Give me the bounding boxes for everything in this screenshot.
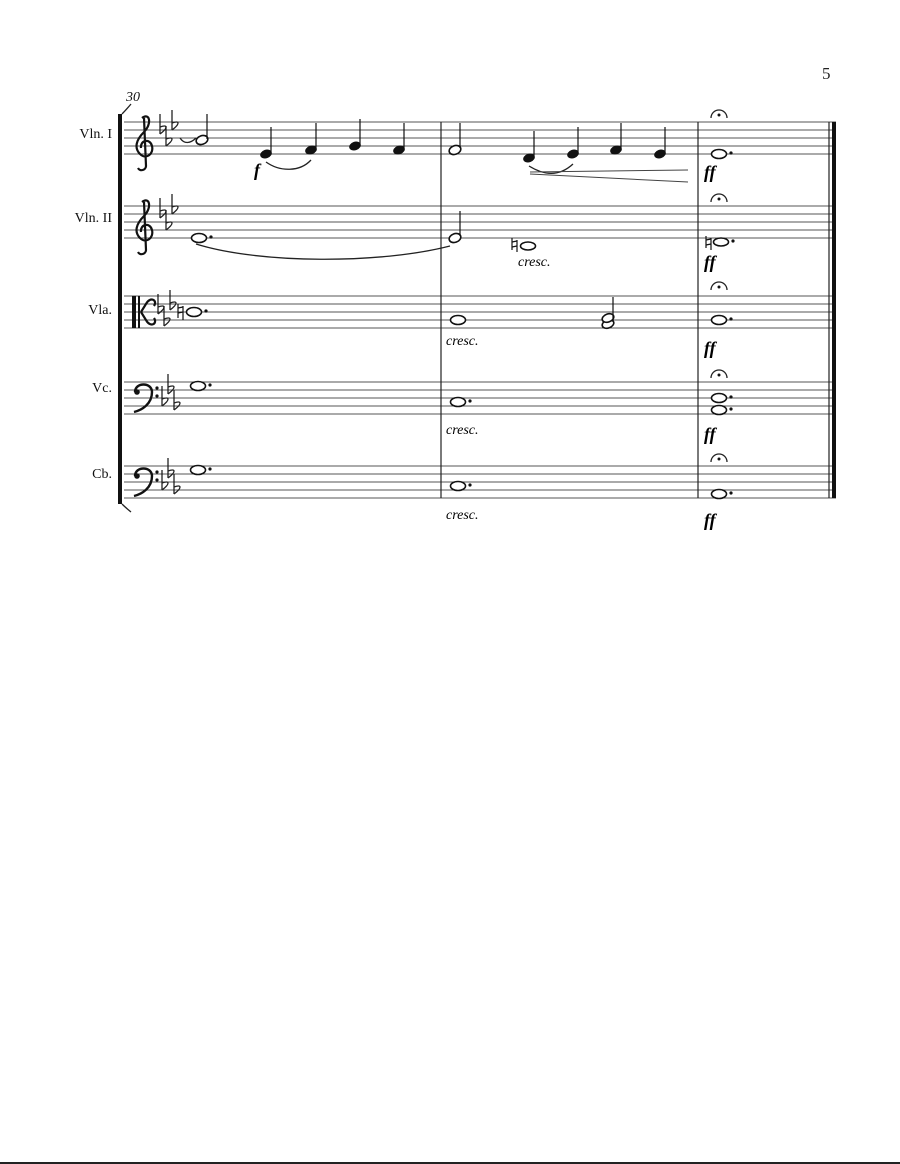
key-signature-viola (158, 290, 176, 326)
dynamic-fortissimo-violin-2: ff (704, 252, 716, 272)
flat-icon (170, 290, 176, 310)
dynamic-fortissimo-violin-1: ff (704, 162, 716, 182)
key-signature-cello (162, 374, 180, 410)
dynamic-forte: f (254, 160, 260, 180)
dynamic-fortissimo-viola: ff (704, 338, 716, 358)
cresc-contrabass: cresc. (446, 508, 479, 523)
flat-icon (160, 198, 166, 218)
crescendo-hairpin (530, 170, 688, 182)
flat-icon (160, 114, 166, 134)
violin-1-notes (180, 114, 733, 182)
viola-notes (178, 297, 733, 330)
fermata-icon (711, 110, 727, 118)
cresc-cello: cresc. (446, 423, 479, 438)
key-signature-violin-2 (160, 194, 178, 230)
fermata-icon (711, 370, 727, 378)
flat-icon (168, 374, 174, 394)
flat-icon (166, 126, 172, 146)
flat-icon (172, 110, 178, 130)
flat-icon (162, 470, 168, 490)
treble-clef-icon (137, 116, 153, 170)
dynamic-fortissimo-contrabass: ff (704, 510, 716, 530)
instrument-label-cello: Vc. (92, 381, 112, 396)
fermata-icon (711, 194, 727, 202)
key-signature-contrabass (162, 458, 180, 494)
flat-icon (164, 306, 170, 326)
cresc-viola: cresc. (446, 334, 479, 349)
staff-contrabass (124, 466, 836, 498)
fermata-icon (711, 282, 727, 290)
staff-viola (124, 296, 836, 328)
flat-icon (162, 386, 168, 406)
flat-icon (168, 458, 174, 478)
cresc-violin-2: cresc. (518, 255, 551, 270)
flat-icon (174, 390, 180, 410)
score-system (0, 0, 900, 560)
dynamic-fortissimo-cello: ff (704, 424, 716, 444)
staff-cello (124, 382, 836, 414)
staff-violin-2 (124, 206, 836, 238)
system-bracket (118, 104, 131, 512)
measure-number: 30 (126, 90, 140, 105)
instrument-label-violin-1: Vln. I (79, 127, 112, 142)
natural-icon (512, 238, 517, 252)
page-number: 5 (822, 64, 831, 83)
flat-icon (174, 474, 180, 494)
flat-icon (166, 210, 172, 230)
flat-icon (172, 194, 178, 214)
violin-2-notes (192, 211, 735, 259)
instrument-label-contrabass: Cb. (92, 467, 112, 482)
instrument-label-viola: Vla. (88, 303, 112, 318)
treble-clef-icon (137, 200, 153, 254)
staff-violin-1 (124, 122, 836, 154)
final-barline (829, 122, 836, 498)
fermata-icon (711, 454, 727, 462)
instrument-label-violin-2: Vln. II (74, 211, 112, 226)
key-signature-violin-1 (160, 110, 178, 146)
